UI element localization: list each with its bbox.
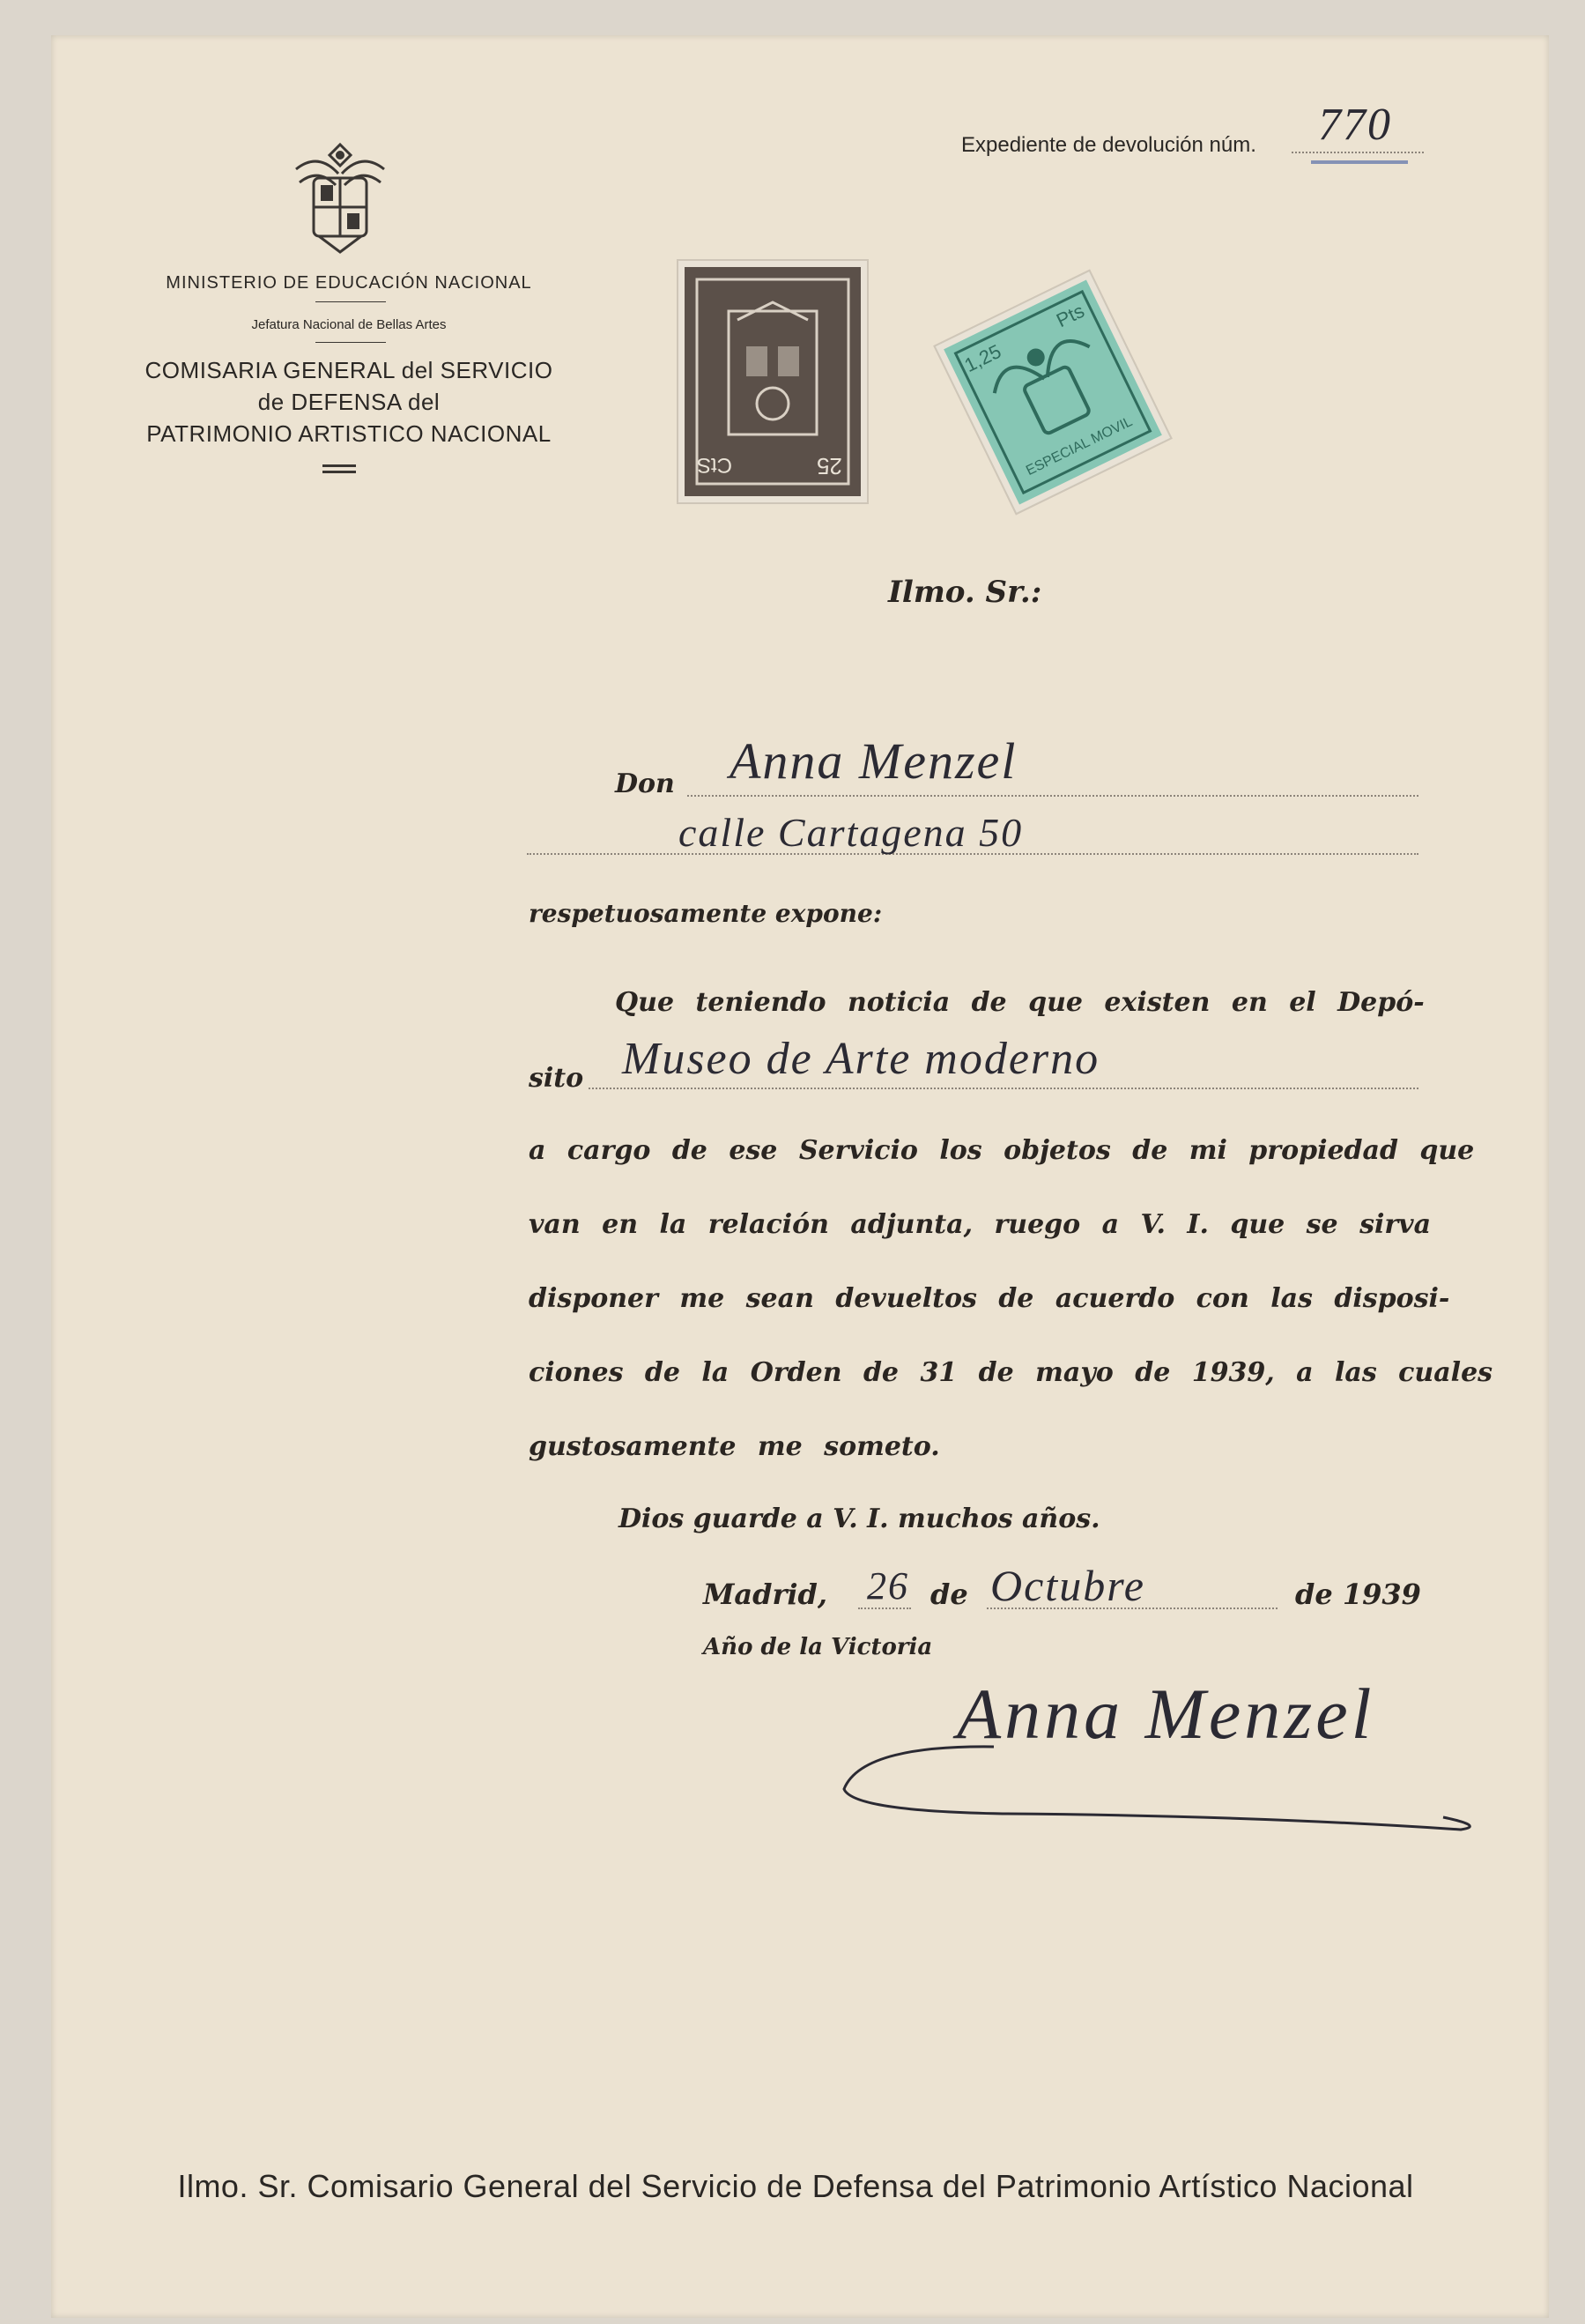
expediente-label: Expediente de devolución núm. [961,133,1256,157]
expediente-number: 770 [1318,100,1392,150]
divider [315,301,386,302]
signature-flourish [826,1710,1496,1833]
petitioner-address: calle Cartagena 50 [678,810,1024,855]
don-label: Don [615,768,675,799]
date-day: 26 [867,1564,909,1607]
expone-text: respetuosamente expone: [529,899,883,928]
comisaria-line-3: PATRIMONIO ARTISTICO NACIONAL [146,420,552,447]
body-line-4: van en la relación adjunta, ruego a V. I. que se sirva [529,1209,1432,1240]
date-city: Madrid, [703,1578,828,1611]
body-line-7: gustosamente me someto. [529,1431,940,1462]
document-sheet [51,35,1549,2318]
ministry-title: MINISTERIO DE EDUCACIÓN NACIONAL [166,273,532,293]
body-line-6: ciones de la Orden de 31 de mayo de 1939, a las cuales [529,1357,1493,1388]
signature: Anna Menzel [957,1674,1375,1754]
deposit-name: Museo de Arte moderno [622,1034,1100,1084]
deposit-dotline [589,1088,1418,1089]
name-dotline [687,795,1418,797]
stamp-value: 1,25 [960,339,1005,377]
coat-of-arms-icon [287,134,393,257]
expediente-dotline [1292,152,1424,153]
comisaria-title [137,354,560,449]
era-text: Año de la Victoria [703,1634,933,1660]
stamp-caption: ESPECIAL MOVIL [1024,414,1136,479]
closing-formula: Dios guarde a V. I. muchos años. [618,1504,1100,1534]
divider [315,342,386,343]
body-line-2-prefix: sito [529,1063,584,1094]
stamp-value: 25 [817,453,842,479]
petitioner-name: Anna Menzel [730,732,1018,790]
blue-pencil-underline [1311,160,1408,164]
salutation: Ilmo. Sr.: [888,575,1042,610]
body-line-3: a cargo de ese Servicio los objetos de mi propiedad que [529,1135,1475,1166]
body-line-5: disponer me sean devueltos de acuerdo con las disposi- [529,1283,1450,1314]
date-year: de 1939 [1295,1578,1421,1611]
double-rule [322,464,356,467]
revenue-stamp-brown [678,261,867,502]
stamp-unit: CtS [697,453,733,477]
date-de: de [930,1578,968,1611]
revenue-stamp-green [936,271,1170,513]
comisaria-line-1: COMISARIA GENERAL del SERVICIO [144,357,553,383]
footer-addressee: Ilmo. Sr. Comisario General del Servicio de Defensa del Patrimonio Artístico Nacional [177,2168,1414,2204]
date-month: Octubre [990,1561,1145,1610]
comisaria-line-2: de DEFENSA del [257,389,441,415]
body-line-1: Que teniendo noticia de que existen en el Depó- [615,987,1425,1018]
jefatura-title: Jefatura Nacional de Bellas Artes [251,317,447,332]
stamp-unit: Pts [1053,299,1088,332]
double-rule [322,471,356,473]
